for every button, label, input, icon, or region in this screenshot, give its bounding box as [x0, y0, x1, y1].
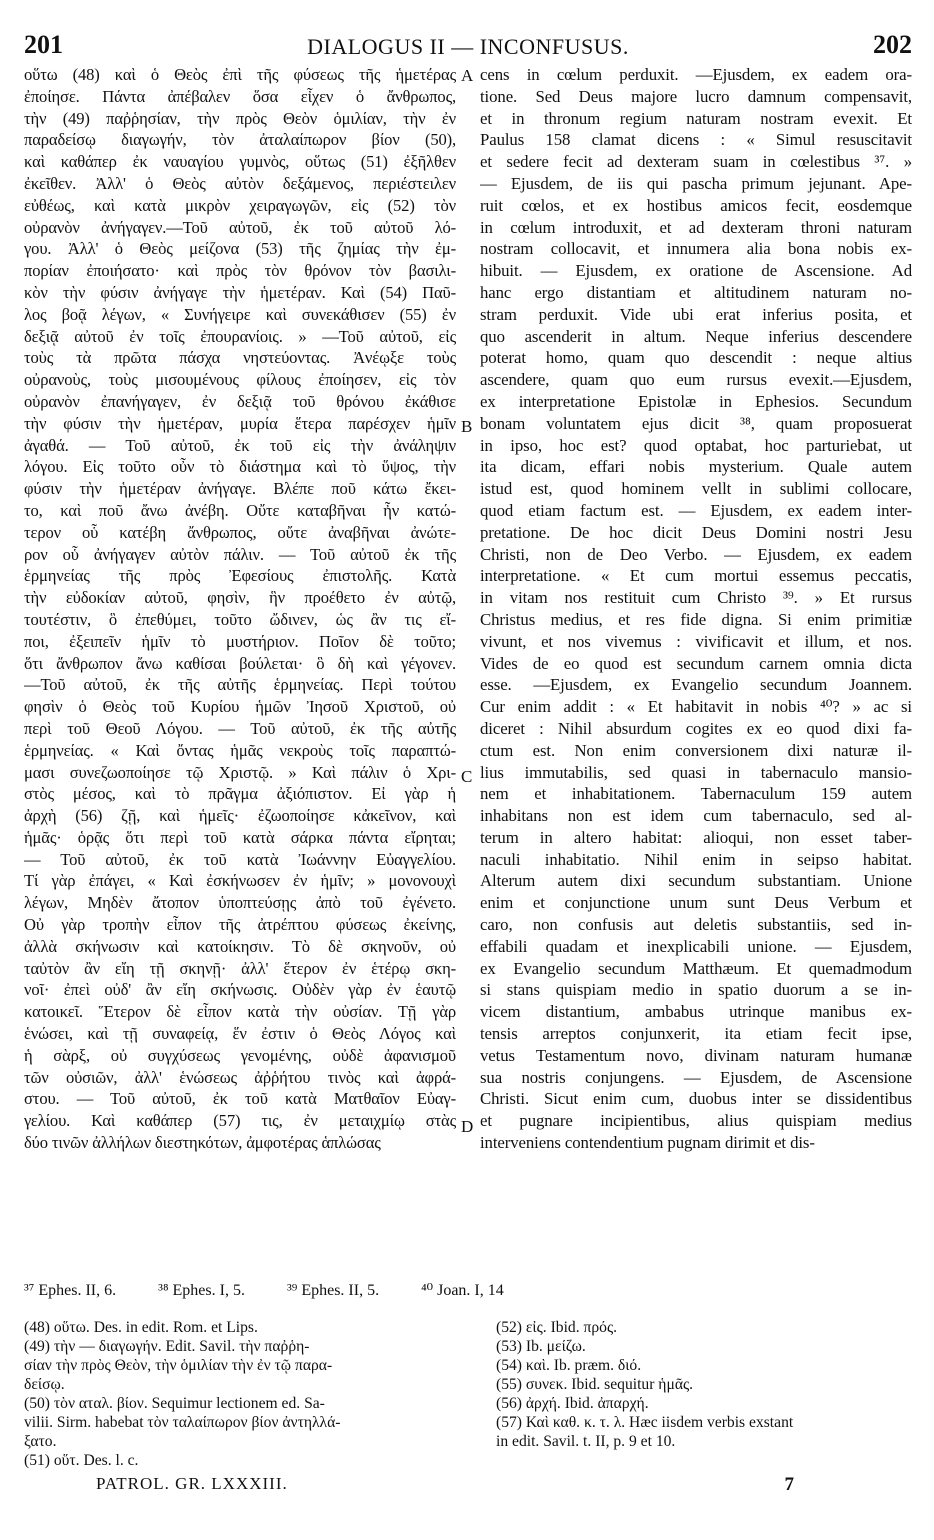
greek-text-line: εὐθέως, καὶ κατὰ μικρὸν χειραγωγῶν, εἰς (52) τὸν [24, 195, 456, 215]
latin-text-line: vivunt, et nos vivemus : vivificavit et illum, et nos. [480, 631, 912, 651]
latin-text-line: naculi inhabitatio. Nihil enim in seipso habitat. [480, 849, 912, 869]
latin-text-line: interveniens contendentium pugnam dirimit et dis- [480, 1133, 815, 1153]
greek-text-line: ἀλλὰ σκήνωσιν καὶ κατοίκησιν. Τὸ δὲ σκηνοῦν, οὐ [24, 936, 456, 956]
greek-text-line: τὴν εὐδοκίαν αὐτοῦ, φησὶν, ἣν προέθετο ἐν αὐτῷ, [24, 588, 456, 608]
greek-text-line: νοῖ· ἐπεὶ οὐδ' ἂν εἴη σκήνωσις. Οὐδὲν γὰρ ἐν ἑαυτῷ [24, 980, 456, 1000]
latin-text-line: tione. Sed Deus majore lucro damnum compensavit, [480, 86, 912, 106]
greek-text-line: ἡ σὰρξ, οὐ συγχύσεως γενομένης, οὐδὲ ἀφανισμοῦ [24, 1045, 456, 1065]
variant-note: in edit. Savil. t. II, p. 9 et 10. [496, 1433, 676, 1450]
greek-text-line: στου. — Τοῦ αὐτοῦ, ἐκ τοῦ κατὰ Ματθαῖον Εὐαγ- [24, 1089, 456, 1109]
variant-note: σίαν τὴν πρὸς Θεὸν, τὴν ὁμιλίαν τὴν ἐν τῷ παρα- [24, 1357, 333, 1374]
greek-text-line: λος βοᾷ λέγων, « Συνήγειρε καὶ συνεκάθισεν (55) ἐν [24, 304, 456, 324]
section-marker-d: D [461, 1117, 474, 1136]
latin-text-line: et sedere fecit ad dexteram suam in cœlestibus ³⁷. » [480, 152, 912, 172]
variant-note: (52) εἰς. Ibid. πρός. [496, 1319, 618, 1336]
greek-text-line: οὐρανὸν ἀνήγαγεν.—Τοῦ αὐτοῦ, ἐκ τοῦ αὐτοῦ λό- [24, 217, 456, 237]
latin-text-line: hanc ergo distantiam et altitudinem naturam no- [480, 282, 912, 302]
page-number-right: 202 [873, 30, 912, 59]
latin-text-line: Alterum autem dixi secundum substantiam. Unione [480, 871, 912, 891]
greek-text-line: τερον οὗ κατέβη ἄνθρωπος, οὔτε ἀναβῆναι ἀνώτε- [24, 522, 456, 542]
section-marker-c: C [461, 767, 473, 786]
greek-text-line: οὐρανὸν ἐπανήγαγεν, ἐν δεξιᾷ τοῦ θρόνου ἐκάθισε [24, 391, 456, 411]
footnote: ³⁷ Ephes. II, 6. [24, 1282, 117, 1299]
latin-text-line: lius immutabilis, sed quasi in tabernaculo mansio- [480, 762, 912, 782]
greek-text-column [24, 64, 456, 1154]
latin-text-line: nem et inhabitationem. Tabernaculum 159 autem [480, 784, 912, 804]
greek-text-line: τὴν (49) παῤῥησίαν, τὴν πρὸς Θεὸν ὁμιλίαν, τὴν ἐν [24, 108, 456, 128]
latin-text-line: enim et conjunctione unum sunt Deus Verbum et [480, 893, 912, 913]
latin-text-line: ex Evangelio secundum Matthæum. Et quemadmodum [480, 958, 912, 978]
latin-text-line: et in thronum regium naturam nostram evexit. Et [480, 108, 912, 128]
latin-text-line: ita dicam, effari nobis mysterium. Quale autem [480, 457, 912, 477]
variant-note: δείσῳ. [24, 1376, 65, 1393]
variant-note: (48) οὕτω. Des. in edit. Rom. et Lips. [24, 1319, 258, 1336]
variant-note: (54) καὶ. Ib. præm. διό. [496, 1357, 642, 1374]
footnotes [24, 1280, 912, 1300]
greek-text-line: στὸς μέσος, καὶ τὸ πρᾶγμα ἀξιόπιστον. Εἰ γὰρ ἡ [24, 784, 456, 804]
latin-text-line: et pugnare incipientibus, alius quispiam medius [480, 1111, 912, 1131]
latin-text-line: — Ejusdem, de iis qui pascha primum jejunant. Ape- [480, 173, 912, 193]
greek-text-line: καὶ καθάπερ ἐκ ναυαγίου γυμνὸς, οὕτως (51) ἐξῆλθεν [24, 152, 456, 172]
section-marker-a: A [461, 66, 474, 85]
latin-text-line: in cœlum introduxit, et ad dexteram throni naturam [480, 217, 912, 237]
latin-text-line: diceret : Nihil absurdum cogites ex eo quod dixi fa- [480, 718, 912, 738]
greek-text-line: γελίου. Καὶ καθάπερ (57) τις, ἐν μεταιχμίῳ στὰς [24, 1111, 456, 1131]
latin-text-line: quo ascenderit in altum. Neque inferius descendere [480, 326, 912, 346]
greek-text-line: δύο τινῶν ἀλλήλων διεστηκότων, ἀμφοτέρας ἁπλώσας [24, 1133, 381, 1153]
variant-note: (50) τὸν αταλ. βίον. Sequimur lectionem ed. Sa- [24, 1395, 325, 1412]
latin-text-line: pretatione. De hoc dicit Deus Domini nostri Jesu [480, 522, 912, 542]
latin-text-line: ex interpretatione Epistolæ in Ephesios. Secundum [480, 391, 912, 411]
greek-text-line: τῶν οὐσιῶν, ἀλλ' ἑνώσεως ἀῤῥήτου τινὸς καὶ ἀφρά- [24, 1067, 456, 1087]
variant-note: (56) ἀρχή. Ibid. ἀπαρχή. [496, 1395, 649, 1412]
greek-text-line: ἀγαθά. — Τοῦ αὐτοῦ, ἐκ τοῦ εἰς τὴν ἀνάληψιν [24, 435, 456, 455]
greek-text-line: τοὺς τὰ πρῶτα πάσχα νηστεύοντας. Ἀνέῳξε τοὺς [24, 348, 456, 368]
page-number-left: 201 [24, 30, 63, 59]
latin-text-line: in ipso, hoc est? quod optabat, hoc parturiebat, ut [480, 435, 912, 455]
footnote: ³⁸ Ephes. I, 5. [158, 1282, 245, 1299]
latin-text-line: stram perduxit. Vide ubi erat inferius posita, et [480, 304, 912, 324]
latin-text-line: Christi, non de Deo Verbo. — Ejusdem, ex eadem [480, 544, 912, 564]
latin-text-line: effabili quadam et inexplicabili unione. — Ejusdem, [480, 936, 912, 956]
page-header [24, 30, 912, 64]
greek-text-line: λέγων, Μηδὲν ἄτοπον ὑποπτεύσῃς ἀπὸ τοῦ ἐγένετο. [24, 893, 456, 913]
greek-text-line: ταὐτὸν ἂν εἴη τῇ σκηνῇ· ἀλλ' ἕτερον ἐν ἑτέρῳ σκη- [24, 958, 456, 978]
greek-text-line: μασι συνεζωοποίησε τῷ Χριστῷ. » Καὶ πάλιν ὁ Χρι- [24, 762, 456, 782]
variant-note: (57) Καὶ καθ. κ. τ. λ. Hæc iisdem verbis exstant [496, 1414, 794, 1431]
variant-note: vilii. Sirm. habebat τὸν ταλαίπωρον βίον ἀντηλλά- [24, 1414, 341, 1431]
greek-text-line: ἀρχὴ (56) ζῇ, καὶ ἡμεῖς· ἐζωοποίησε κἀκεῖνον, καὶ [24, 806, 456, 826]
latin-text-line: Paulus 158 clamat dicens : « Simul resuscitavit [480, 130, 912, 150]
latin-text-column [480, 64, 912, 1154]
greek-text-line: τὴν φύσιν τὴν ἡμετέραν, μυρία ἕτερα παρέσχεν ἡμῖν [24, 413, 456, 433]
footnote: ⁴⁰ Joan. I, 14 [421, 1282, 504, 1299]
variant-notes-right [496, 1318, 914, 1451]
latin-text-line: inhabitans non est idem cum tabernaculo, sed al- [480, 806, 912, 826]
greek-text-line: κατοικεῖ. Ἕτερον δὲ εἶπον κατὰ τὴν οὐσίαν. Τῇ γὰρ [24, 1002, 456, 1022]
greek-text-line: Οὐ γὰρ τροπὴν εἶπον τῆς ἀτρέπτου φύσεως ἐκείνης, [24, 915, 456, 935]
variant-note: ξατο. [24, 1433, 57, 1450]
latin-text-line: ruit cœlos, et ex hostibus amicos fecit, eosdemque [480, 195, 912, 215]
greek-text-line: — Τοῦ αὐτοῦ, ἐκ τοῦ κατὰ Ἰωάννην Εὐαγγελίου. [24, 849, 456, 869]
footer-signature: 7 [784, 1474, 794, 1495]
latin-text-line: Vides de eo quod est secundum carnem omnia dicta [480, 653, 912, 673]
greek-text-line: δεξιᾷ αὐτοῦ ἐν τοῖς ἐπουρανίοις. » —Τοῦ αὐτοῦ, εἰς [24, 326, 456, 346]
latin-text-line: interpretatione. « Et cum mortui essemus peccatis, [480, 566, 912, 586]
greek-text-line: ποι, ἐξειπεῖν ἡμῖν τὸ μυστήριον. Ποῖον δὲ τοῦτο; [24, 631, 456, 651]
latin-text-line: sua nostris conjungens. — Ejusdem, de Ascensione [480, 1067, 912, 1087]
greek-text-line: κὸν τὴν φύσιν ἀνήγαγε τὴν ἡμετέραν. Καὶ (54) Παῦ- [24, 282, 456, 302]
greek-text-line: το, καὶ ποῦ ἄνω ἀνέβη. Οὔτε καταβῆναι ἦν κατώ- [24, 500, 456, 520]
footnote: ³⁹ Ephes. II, 5. [286, 1282, 380, 1299]
latin-text-line: ascendere, quam quo eum rursus evexit.—Ejusdem, [480, 370, 912, 390]
greek-text-line: ἐκεῖθεν. Ἀλλ' ὁ Θεὸς αὐτὸν δεξάμενος, περιέστειλεν [24, 173, 456, 193]
latin-text-line: si stans quispiam medio in spatio duorum a se in- [480, 980, 912, 1000]
latin-text-line: poterat homo, quam quo descendit : neque altius [480, 348, 912, 368]
latin-text-line: in vitam nos restituit cum Christo ³⁹. » Et rursus [480, 588, 912, 608]
greek-text-line: Τί γὰρ ἐπάγει, « Καὶ ἐσκήνωσεν ἐν ἡμῖν; » μονονουχὶ [24, 871, 456, 891]
latin-text-line: ctum est. Non enim conversionem dixi naturæ il- [480, 740, 912, 760]
greek-text-line: πορίαν ἐποιήσατο· καὶ πρὸς τὸν θρόνον τὸν βασιλι- [24, 261, 456, 281]
variant-note: (51) οὕτ. Des. l. c. [24, 1452, 139, 1469]
variant-note: (55) συνεκ. Ibid. sequitur ἡμᾶς. [496, 1376, 694, 1393]
greek-text-line: ἑρμηνείας. « Καὶ ὄντας ἡμᾶς νεκροὺς τοῖς παραπτώ- [24, 740, 456, 760]
latin-text-line: bonam voluntatem ejus dicit ³⁸, quam proposuerat [480, 413, 912, 433]
latin-text-line: caro, non confusis aut deletis substantiis, sed in- [480, 915, 912, 935]
latin-text-line: cens in cœlum perduxit. —Ejusdem, ex eadem ora- [480, 65, 912, 84]
greek-text-line: —Τοῦ αὐτοῦ, ἐκ τῆς αὐτῆς ἑρμηνείας. Περὶ τούτου [24, 675, 456, 695]
greek-text-line: ὅτι ἄνθρωπον ἄνω καθίσαι βούλεται· ὃ δὴ καὶ γέγονεν. [24, 653, 456, 673]
greek-text-line: παραδείσῳ διαγωγήν, τὸν ἀταλαίπωρον βίον (50), [24, 130, 456, 150]
latin-text-line: vicem distantium, ambabus utrinque manibus ex- [480, 1002, 912, 1022]
latin-text-line: hibuit. — Ejusdem, ex oratione de Ascensione. Ad [480, 261, 912, 281]
greek-text-line: λόγου. Εἰς τοῦτο οὖν τὸ διάστημα καὶ τὸ ὕψος, τὴν [24, 457, 456, 477]
greek-text-line: φησὶν ὁ Θεὸς τοῦ Κυρίου ἡμῶν Ἰησοῦ Χριστοῦ, οὐ [24, 697, 456, 717]
latin-text-line: quod etiam factum est. — Ejusdem, ex eadem inter- [480, 500, 912, 520]
greek-text-line: γου. Ἀλλ' ὁ Θεὸς μείζονα (53) τῆς ζημίας τὴν ἐμ- [24, 239, 456, 259]
latin-text-line: esse. —Ejusdem, ex Evangelio secundum Joannem. [480, 675, 912, 695]
greek-text-line: ρον οὗ ἀνήγαγεν αὐτὸν πάλιν. — Τοῦ αὐτοῦ ἐκ τῆς [24, 544, 456, 564]
latin-text-line: Christus medius, et res fide digna. Si enim primitiæ [480, 609, 912, 629]
greek-text-line: τουτέστιν, ὃ ἐπεθύμει, τοῦτο ὤδινεν, ὡς ἂν τις εἴ- [24, 609, 456, 629]
latin-text-line: terum in altero habitat: alioqui, non esset taber- [480, 827, 912, 847]
greek-text-line: περὶ τοῦ Θεοῦ Λόγου. — Τοῦ αὐτοῦ, ἐκ τῆς αὐτῆς [24, 718, 456, 738]
latin-text-line: tensis arreptos conjunxerit, ita etiam fecit ipse, [480, 1024, 912, 1044]
latin-text-line: istud est, quod hominem vellt in sublimi collocare, [480, 479, 912, 499]
latin-text-line: vetus Testamentum novo, divinam naturam humanæ [480, 1045, 912, 1065]
latin-text-line: Cur enim addit : « Et habitavit in nobis ⁴⁰? » ac si [480, 697, 912, 717]
greek-text-line: οὐρανοὺς, τοὺς μισουμένους φίλους ἐποίησεν, εἰς τὸν [24, 370, 456, 390]
variant-note: (53) Ib. μείζω. [496, 1338, 586, 1355]
greek-text-line: φύσιν τὴν ἡμετέραν ἀνήγαγε. Βλέπε ποῦ κάτω ἔκει- [24, 479, 456, 499]
greek-text-line: ἐποίησε. Πάντα ἀπέβαλεν ὅσα εἶχεν ὁ ἄνθρωπος, [24, 86, 456, 106]
variant-notes-left [24, 1318, 464, 1470]
latin-text-line: nostram collocavit, et innumera alia bona nobis ex- [480, 239, 912, 259]
greek-text-line: ἑρμηνείας τῆς πρὸς Ἐφεσίους ἐπιστολῆς. Κατὰ [24, 566, 456, 586]
running-title: DIALOGUS II — INCONFUSUS. [307, 34, 629, 59]
greek-text-line: ἑνώσει, καὶ τῇ συναφείᾳ, ἕν ἐστιν ὁ Θεὸς Λόγος καὶ [24, 1024, 456, 1044]
section-marker-b: B [461, 417, 473, 436]
footer-volume: PATROL. GR. LXXXIII. [96, 1474, 288, 1493]
latin-text-line: Christi. Sicut enim cum, duobus inter se dissidentibus [480, 1089, 912, 1109]
greek-text-line: οὕτω (48) καὶ ὁ Θεὸς ἐπὶ τῆς φύσεως τῆς ἡμετέρας [24, 65, 456, 84]
greek-text-line: ἡμᾶς· ὁρᾷς ὅτι περὶ τοῦ κατὰ σάρκα πάντα εἴρηται; [24, 827, 456, 847]
variant-note: (49) τὴν — διαγωγήν. Edit. Savil. τὴν παῤῥη- [24, 1338, 310, 1355]
